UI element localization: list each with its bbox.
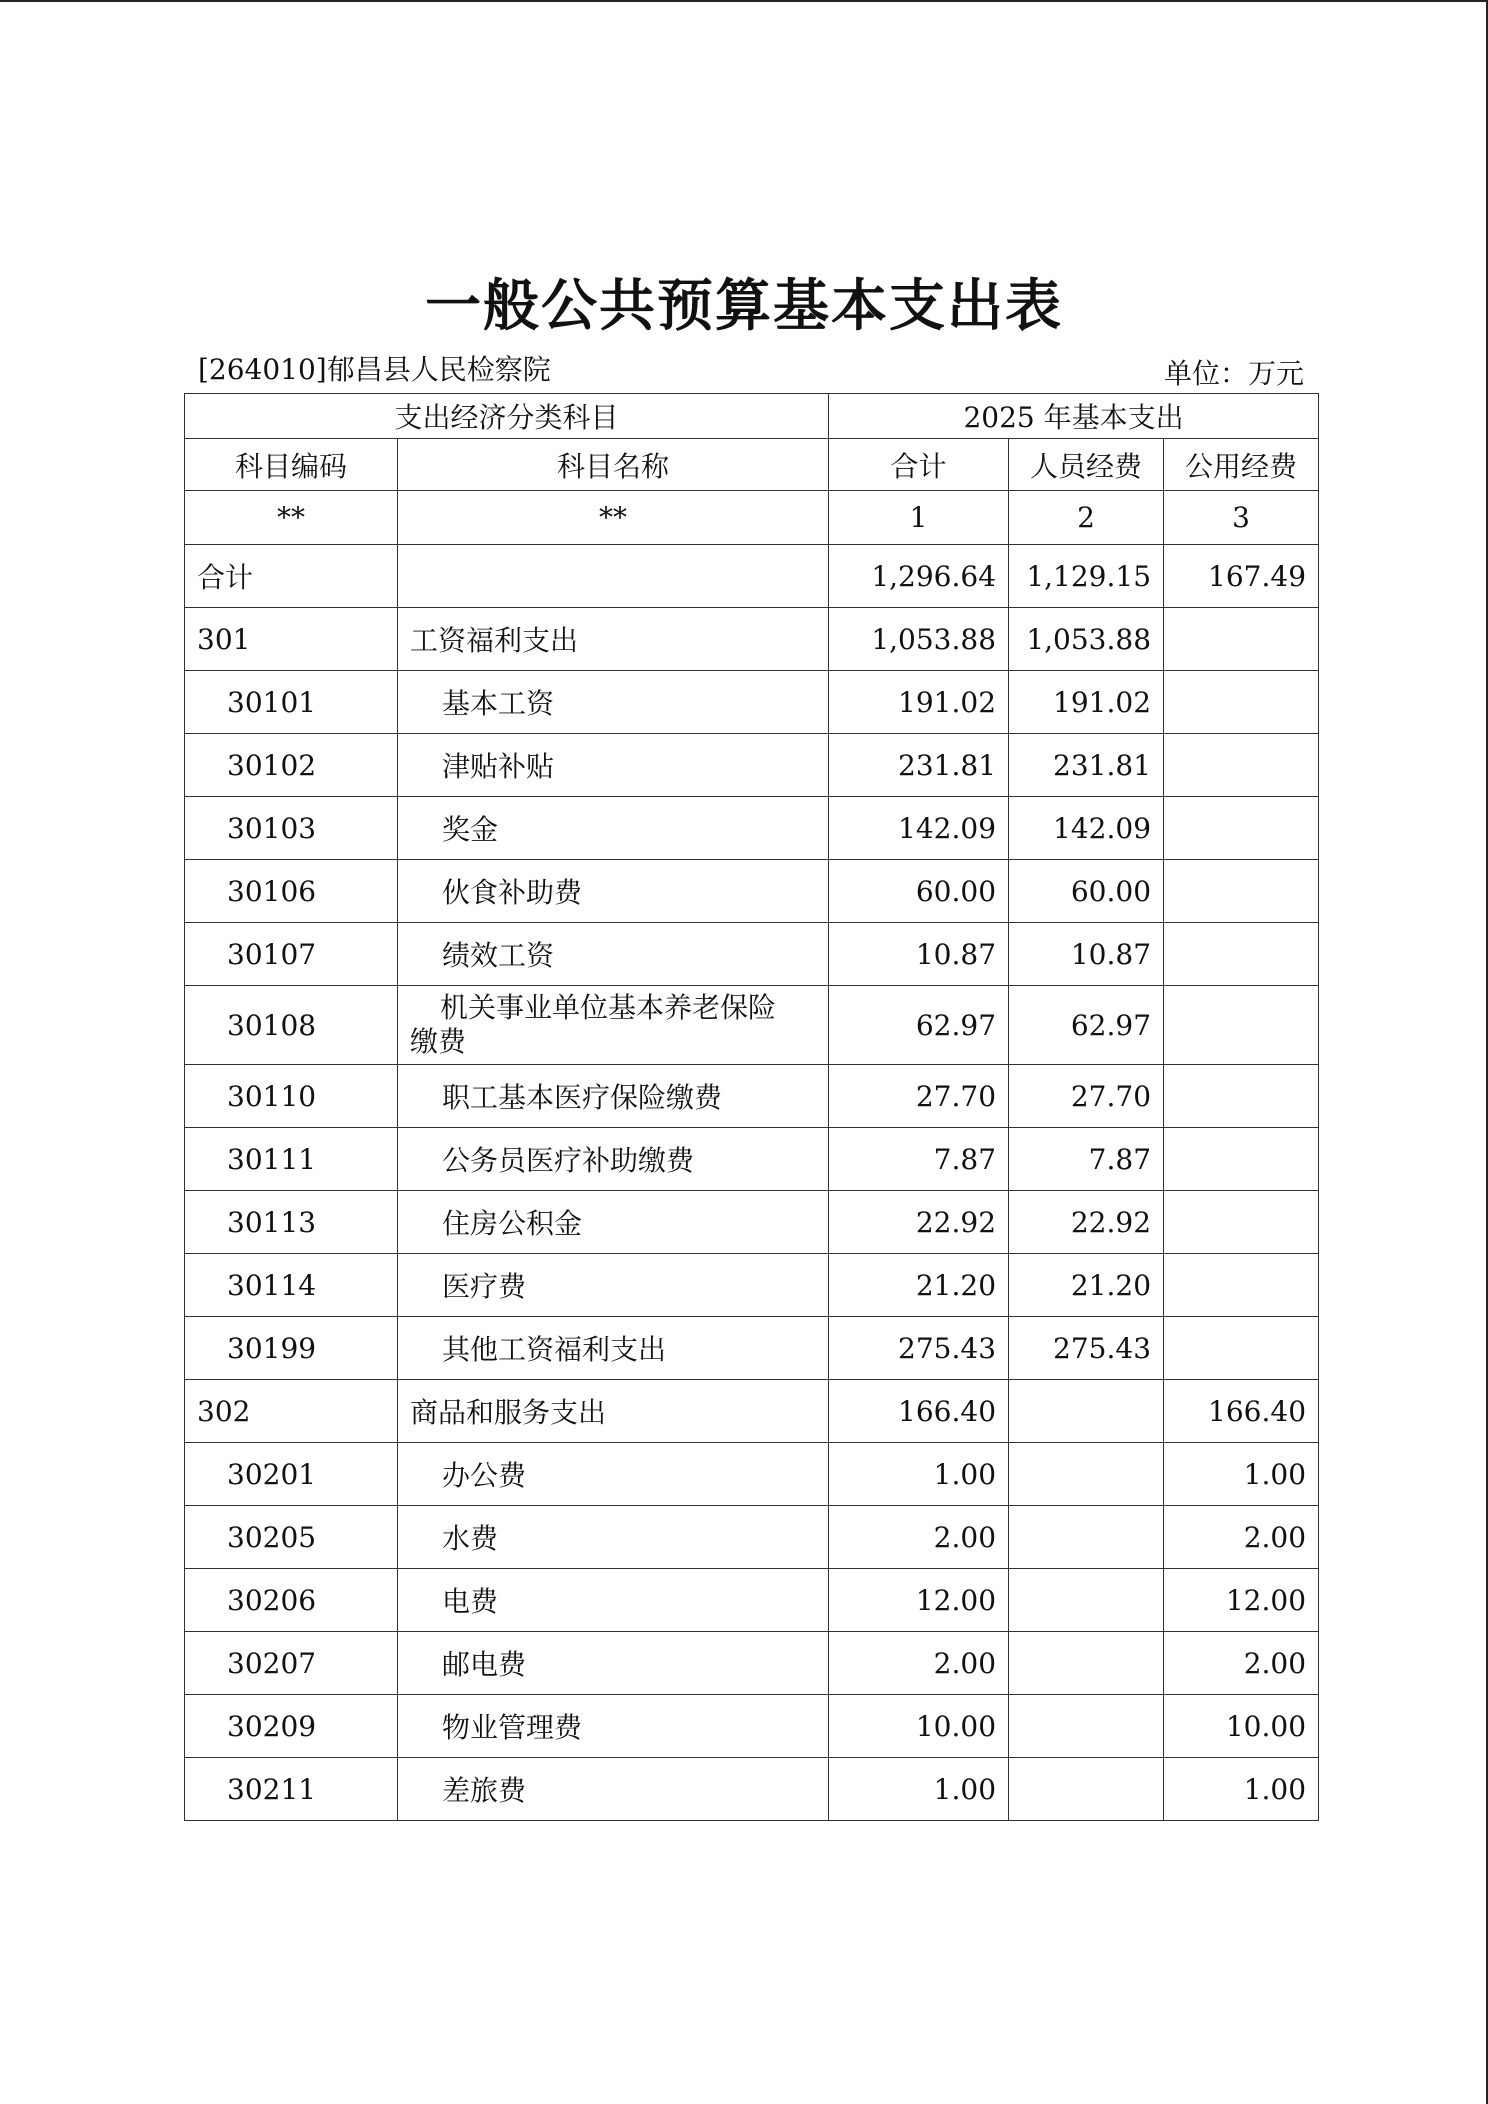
row-total: 12.00	[829, 1569, 1009, 1632]
table-row	[185, 1380, 1319, 1443]
row-personnel: 60.00	[1009, 860, 1164, 923]
table-row	[185, 1506, 1319, 1569]
row-total: 22.92	[829, 1191, 1009, 1254]
row-personnel: 231.81	[1009, 734, 1164, 797]
row-total: 62.97	[829, 986, 1009, 1065]
index-code: **	[185, 491, 398, 545]
row-name: 商品和服务支出	[398, 1380, 829, 1443]
row-public: 167.49	[1164, 545, 1319, 608]
row-personnel: 1,129.15	[1009, 545, 1164, 608]
row-name: 津贴补贴	[398, 734, 829, 797]
row-name: 基本工资	[398, 671, 829, 734]
row-code: 302	[185, 1380, 398, 1443]
row-name-line1: 机关事业单位基本养老保险	[440, 991, 777, 1024]
row-code: 30113	[185, 1191, 398, 1254]
row-total: 10.00	[829, 1695, 1009, 1758]
budget-table	[184, 393, 1319, 1821]
row-name: 绩效工资	[398, 923, 829, 986]
row-personnel: 275.43	[1009, 1317, 1164, 1380]
row-name: 物业管理费	[398, 1695, 829, 1758]
index-1: 1	[829, 491, 1009, 545]
row-code: 30201	[185, 1443, 398, 1506]
table-row	[185, 671, 1319, 734]
row-code: 301	[185, 608, 398, 671]
row-public: 12.00	[1164, 1569, 1319, 1632]
table-row	[185, 1695, 1319, 1758]
row-public: 1.00	[1164, 1758, 1319, 1821]
row-personnel: 62.97	[1009, 986, 1164, 1065]
row-personnel: 22.92	[1009, 1191, 1164, 1254]
row-code: 30207	[185, 1632, 398, 1695]
table-row	[185, 734, 1319, 797]
header-name: 科目名称	[398, 439, 829, 491]
table-row	[185, 923, 1319, 986]
row-code: 30103	[185, 797, 398, 860]
index-name: **	[398, 491, 829, 545]
row-name: 医疗费	[398, 1254, 829, 1317]
row-public	[1164, 1128, 1319, 1191]
header-group-basic-expenditure: 2025 年基本支出	[829, 394, 1319, 439]
row-code: 30101	[185, 671, 398, 734]
row-code: 30114	[185, 1254, 398, 1317]
row-code: 30211	[185, 1758, 398, 1821]
row-public	[1164, 1254, 1319, 1317]
table-row	[185, 1254, 1319, 1317]
row-public	[1164, 1191, 1319, 1254]
row-public	[1164, 1317, 1319, 1380]
row-name: 伙食补助费	[398, 860, 829, 923]
row-personnel: 1,053.88	[1009, 608, 1164, 671]
row-name	[398, 545, 829, 608]
row-total: 2.00	[829, 1632, 1009, 1695]
row-public	[1164, 986, 1319, 1065]
organization-label: [264010]郁昌县人民检察院	[198, 353, 551, 386]
header-code: 科目编码	[185, 439, 398, 491]
row-total: 21.20	[829, 1254, 1009, 1317]
row-total: 166.40	[829, 1380, 1009, 1443]
table-row	[185, 860, 1319, 923]
row-personnel	[1009, 1569, 1164, 1632]
row-public	[1164, 860, 1319, 923]
row-code: 30102	[185, 734, 398, 797]
table-row	[185, 986, 1319, 1065]
row-personnel	[1009, 1506, 1164, 1569]
table-row	[185, 1191, 1319, 1254]
row-public	[1164, 734, 1319, 797]
header-public: 公用经费	[1164, 439, 1319, 491]
row-public	[1164, 1065, 1319, 1128]
header-group-row	[185, 394, 1319, 439]
table-row	[185, 1569, 1319, 1632]
row-name: 工资福利支出	[398, 608, 829, 671]
row-total: 191.02	[829, 671, 1009, 734]
index-2: 2	[1009, 491, 1164, 545]
row-personnel: 191.02	[1009, 671, 1164, 734]
row-public	[1164, 608, 1319, 671]
row-total: 1,053.88	[829, 608, 1009, 671]
row-name-wrapped	[410, 991, 816, 1059]
table-row	[185, 1317, 1319, 1380]
header-group-classification: 支出经济分类科目	[185, 394, 829, 439]
table-row	[185, 608, 1319, 671]
row-code: 合计	[185, 545, 398, 608]
header-total: 合计	[829, 439, 1009, 491]
row-personnel	[1009, 1632, 1164, 1695]
row-public	[1164, 923, 1319, 986]
row-personnel	[1009, 1380, 1164, 1443]
row-public: 166.40	[1164, 1380, 1319, 1443]
row-public: 10.00	[1164, 1695, 1319, 1758]
row-total: 10.87	[829, 923, 1009, 986]
row-code: 30206	[185, 1569, 398, 1632]
table-row	[185, 1758, 1319, 1821]
row-name: 公务员医疗补助缴费	[398, 1128, 829, 1191]
row-personnel: 21.20	[1009, 1254, 1164, 1317]
row-code: 30108	[185, 986, 398, 1065]
page-title: 一般公共预算基本支出表	[425, 274, 1063, 339]
row-name: 邮电费	[398, 1632, 829, 1695]
row-code: 30106	[185, 860, 398, 923]
row-code: 30205	[185, 1506, 398, 1569]
table-row	[185, 1443, 1319, 1506]
table-row	[185, 1065, 1319, 1128]
row-code: 30209	[185, 1695, 398, 1758]
row-public: 2.00	[1164, 1632, 1319, 1695]
row-name: 差旅费	[398, 1758, 829, 1821]
row-code: 30110	[185, 1065, 398, 1128]
row-name: 办公费	[398, 1443, 829, 1506]
row-total: 60.00	[829, 860, 1009, 923]
table-row	[185, 1128, 1319, 1191]
row-name: 奖金	[398, 797, 829, 860]
row-public	[1164, 797, 1319, 860]
row-personnel	[1009, 1758, 1164, 1821]
row-personnel: 142.09	[1009, 797, 1164, 860]
row-personnel: 7.87	[1009, 1128, 1164, 1191]
row-total: 7.87	[829, 1128, 1009, 1191]
row-total: 27.70	[829, 1065, 1009, 1128]
row-public	[1164, 671, 1319, 734]
row-name: 水费	[398, 1506, 829, 1569]
row-name-line2: 缴费	[410, 1025, 467, 1058]
row-name	[398, 986, 829, 1065]
row-name: 职工基本医疗保险缴费	[398, 1065, 829, 1128]
table-row	[185, 1632, 1319, 1695]
index-3: 3	[1164, 491, 1319, 545]
table-row-total	[185, 545, 1319, 608]
row-personnel	[1009, 1695, 1164, 1758]
row-total: 275.43	[829, 1317, 1009, 1380]
row-total: 1,296.64	[829, 545, 1009, 608]
row-personnel: 10.87	[1009, 923, 1164, 986]
row-code: 30111	[185, 1128, 398, 1191]
page-top-border	[0, 0, 1488, 2]
row-code: 30199	[185, 1317, 398, 1380]
header-personnel: 人员经费	[1009, 439, 1164, 491]
row-total: 231.81	[829, 734, 1009, 797]
row-total: 1.00	[829, 1758, 1009, 1821]
row-personnel: 27.70	[1009, 1065, 1164, 1128]
row-name: 电费	[398, 1569, 829, 1632]
row-total: 142.09	[829, 797, 1009, 860]
row-total: 1.00	[829, 1443, 1009, 1506]
header-column-row	[185, 439, 1319, 491]
row-code: 30107	[185, 923, 398, 986]
row-name: 其他工资福利支出	[398, 1317, 829, 1380]
table-row	[185, 797, 1319, 860]
header-index-row	[185, 491, 1319, 545]
row-public: 2.00	[1164, 1506, 1319, 1569]
unit-label: 单位：万元	[1163, 357, 1304, 390]
row-personnel	[1009, 1443, 1164, 1506]
row-public: 1.00	[1164, 1443, 1319, 1506]
row-name: 住房公积金	[398, 1191, 829, 1254]
row-total: 2.00	[829, 1506, 1009, 1569]
